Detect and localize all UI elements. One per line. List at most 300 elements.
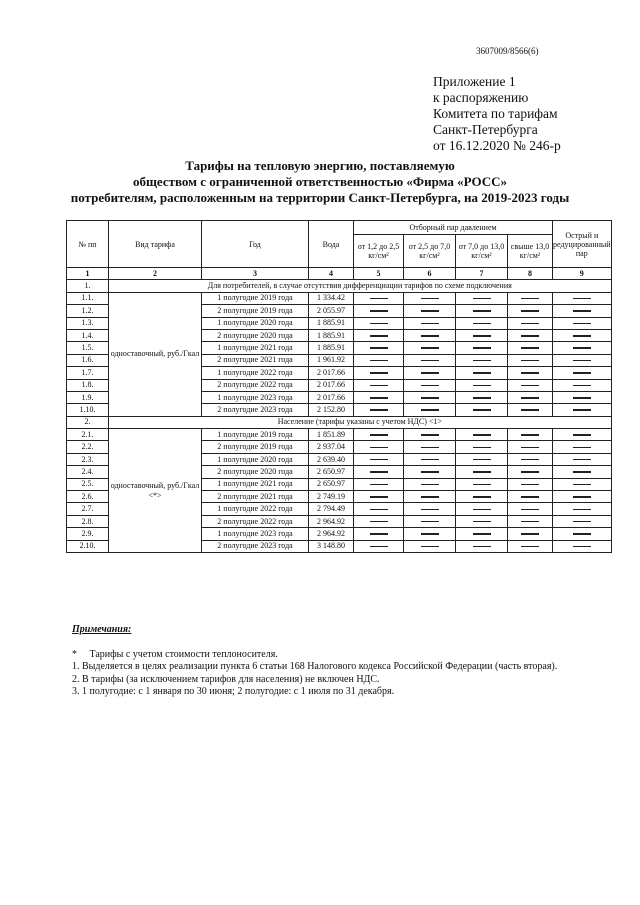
steam-tariff-empty — [354, 317, 404, 329]
steam-tariff-empty — [553, 528, 612, 540]
dash-mark — [370, 434, 388, 436]
dash-mark — [521, 546, 539, 548]
steam-tariff-empty — [508, 367, 553, 379]
dash-mark — [421, 521, 439, 523]
column-number: 2 — [109, 268, 202, 280]
dash-mark — [573, 335, 591, 337]
dash-mark — [573, 459, 591, 461]
steam-tariff-empty — [553, 404, 612, 416]
water-tariff: 1 334.42 — [309, 292, 354, 304]
dash-mark — [370, 310, 388, 312]
steam-tariff-empty — [508, 329, 553, 341]
period: 2 полугодие 2019 года — [202, 305, 309, 317]
dash-mark — [521, 509, 539, 511]
dash-mark — [421, 298, 439, 300]
dash-mark — [421, 533, 439, 535]
section-number: 2. — [67, 416, 109, 428]
steam-tariff-empty — [354, 540, 404, 552]
steam-tariff-empty — [553, 354, 612, 366]
dash-mark — [473, 447, 491, 449]
steam-tariff-empty — [553, 503, 612, 515]
steam-tariff-empty — [404, 367, 456, 379]
dash-mark — [421, 347, 439, 349]
dash-mark — [370, 471, 388, 473]
steam-tariff-empty — [553, 515, 612, 527]
header-p1: от 1,2 до 2,5 кг/см² — [354, 235, 404, 268]
steam-tariff-empty — [404, 292, 456, 304]
note-item: 1. Выделяется в целях реализации пункта 6 статьи 168 Налогового кодекса Российской Федерации (часть вторая). — [72, 661, 558, 672]
steam-tariff-empty — [404, 404, 456, 416]
dash-mark — [521, 496, 539, 498]
period: 2 полугодие 2021 года — [202, 491, 309, 503]
steam-tariff-empty — [354, 429, 404, 441]
dash-mark — [473, 533, 491, 535]
dash-mark — [421, 484, 439, 486]
dash-mark — [521, 533, 539, 535]
steam-tariff-empty — [508, 466, 553, 478]
dash-mark — [573, 533, 591, 535]
dash-mark — [573, 434, 591, 436]
dash-mark — [521, 434, 539, 436]
notes-heading: Примечания: — [72, 624, 132, 635]
steam-tariff-empty — [553, 540, 612, 552]
appendix-line: от 16.12.2020 № 246-р — [433, 138, 561, 153]
dash-mark — [421, 335, 439, 337]
dash-mark — [473, 546, 491, 548]
tariff-type: одноставочный, руб./Гкал — [109, 292, 202, 416]
water-tariff: 2 964.92 — [309, 528, 354, 540]
steam-tariff-empty — [354, 367, 404, 379]
dash-mark — [573, 496, 591, 498]
dash-mark — [473, 335, 491, 337]
steam-tariff-empty — [508, 453, 553, 465]
steam-tariff-empty — [553, 391, 612, 403]
steam-tariff-empty — [508, 391, 553, 403]
steam-tariff-empty — [354, 342, 404, 354]
water-tariff: 3 148.80 — [309, 540, 354, 552]
table-row — [67, 292, 612, 304]
dash-mark — [473, 397, 491, 399]
row-number: 1.3. — [67, 317, 109, 329]
row-number: 1.7. — [67, 367, 109, 379]
dash-mark — [573, 298, 591, 300]
water-tariff: 1 885.91 — [309, 317, 354, 329]
dash-mark — [473, 347, 491, 349]
steam-tariff-empty — [404, 540, 456, 552]
dash-mark — [521, 360, 539, 362]
document-title — [0, 158, 640, 206]
steam-tariff-empty — [553, 305, 612, 317]
steam-tariff-empty — [508, 317, 553, 329]
steam-tariff-empty — [354, 404, 404, 416]
steam-tariff-empty — [404, 441, 456, 453]
header-p2: от 2,5 до 7,0 кг/см² — [404, 235, 456, 268]
column-number: 6 — [404, 268, 456, 280]
period: 2 полугодие 2023 года — [202, 404, 309, 416]
steam-tariff-empty — [553, 441, 612, 453]
dash-mark — [473, 484, 491, 486]
tariff-table — [66, 220, 612, 553]
dash-mark — [421, 360, 439, 362]
period: 1 полугодие 2019 года — [202, 292, 309, 304]
dash-mark — [421, 434, 439, 436]
notes — [72, 624, 557, 699]
column-number: 7 — [456, 268, 508, 280]
dash-mark — [421, 310, 439, 312]
steam-tariff-empty — [508, 515, 553, 527]
steam-tariff-empty — [456, 342, 508, 354]
dash-mark — [370, 484, 388, 486]
dash-mark — [573, 484, 591, 486]
dash-mark — [573, 521, 591, 523]
dash-mark — [473, 372, 491, 374]
dash-mark — [421, 323, 439, 325]
dash-mark — [573, 310, 591, 312]
dash-mark — [370, 360, 388, 362]
column-number: 5 — [354, 268, 404, 280]
steam-tariff-empty — [456, 478, 508, 490]
dash-mark — [370, 385, 388, 387]
column-number: 3 — [202, 268, 309, 280]
steam-tariff-empty — [456, 317, 508, 329]
steam-tariff-empty — [404, 503, 456, 515]
period: 2 полугодие 2021 года — [202, 354, 309, 366]
steam-tariff-empty — [456, 391, 508, 403]
column-number: 8 — [508, 268, 553, 280]
steam-tariff-empty — [354, 491, 404, 503]
steam-tariff-empty — [553, 491, 612, 503]
dash-mark — [370, 496, 388, 498]
steam-tariff-empty — [354, 478, 404, 490]
dash-mark — [370, 546, 388, 548]
section-title: Население (тарифы указаны с учетом НДС) <1> — [109, 416, 612, 428]
steam-tariff-empty — [508, 478, 553, 490]
column-number: 4 — [309, 268, 354, 280]
document-number: 3607009/8566(6) — [476, 46, 539, 56]
row-number: 1.5. — [67, 342, 109, 354]
steam-tariff-empty — [508, 379, 553, 391]
water-tariff: 1 885.91 — [309, 329, 354, 341]
steam-tariff-empty — [553, 429, 612, 441]
row-number: 1.10. — [67, 404, 109, 416]
dash-mark — [421, 459, 439, 461]
title-line: Тарифы на тепловую энергию, поставляемую — [185, 158, 455, 173]
dash-mark — [473, 360, 491, 362]
title-line: обществом с ограниченной ответственностью «Фирма «РОСС» — [132, 174, 508, 189]
dash-mark — [370, 323, 388, 325]
dash-mark — [521, 323, 539, 325]
steam-tariff-empty — [354, 441, 404, 453]
steam-tariff-empty — [456, 292, 508, 304]
period: 2 полугодие 2020 года — [202, 466, 309, 478]
row-number: 1.6. — [67, 354, 109, 366]
dash-mark — [521, 484, 539, 486]
row-number: 1.2. — [67, 305, 109, 317]
tariff-type: одноставочный, руб./Гкал <*> — [109, 429, 202, 553]
dash-mark — [370, 509, 388, 511]
dash-mark — [473, 409, 491, 411]
dash-mark — [473, 521, 491, 523]
dash-mark — [473, 310, 491, 312]
header-water: Вода — [309, 221, 354, 268]
steam-tariff-empty — [404, 528, 456, 540]
appendix-line: к распоряжению — [433, 90, 529, 105]
dash-mark — [521, 459, 539, 461]
dash-mark — [370, 397, 388, 399]
row-number: 2.4. — [67, 466, 109, 478]
steam-tariff-empty — [456, 491, 508, 503]
dash-mark — [421, 546, 439, 548]
dash-mark — [370, 409, 388, 411]
steam-tariff-empty — [456, 540, 508, 552]
header-p3: от 7,0 до 13,0 кг/см² — [456, 235, 508, 268]
header-p4: свыше 13,0 кг/см² — [508, 235, 553, 268]
header-steam: Отборный пар давлением — [354, 221, 553, 235]
row-number: 2.8. — [67, 515, 109, 527]
dash-mark — [421, 496, 439, 498]
dash-mark — [473, 298, 491, 300]
dash-mark — [473, 434, 491, 436]
dash-mark — [521, 298, 539, 300]
header-year: Год — [202, 221, 309, 268]
period: 2 полугодие 2022 года — [202, 379, 309, 391]
dash-mark — [370, 447, 388, 449]
steam-tariff-empty — [404, 354, 456, 366]
row-number: 2.7. — [67, 503, 109, 515]
row-number: 2.3. — [67, 453, 109, 465]
dash-mark — [370, 533, 388, 535]
steam-tariff-empty — [404, 466, 456, 478]
steam-tariff-empty — [354, 391, 404, 403]
dash-mark — [421, 385, 439, 387]
steam-tariff-empty — [404, 491, 456, 503]
dash-mark — [370, 347, 388, 349]
water-tariff: 2 017.66 — [309, 379, 354, 391]
steam-tariff-empty — [508, 540, 553, 552]
note-item: 3. 1 полугодие: с 1 января по 30 июня; 2 полугодие: с 1 июля по 31 декабря. — [72, 686, 395, 697]
dash-mark — [573, 323, 591, 325]
dash-mark — [573, 372, 591, 374]
dash-mark — [521, 385, 539, 387]
period: 2 полугодие 2020 года — [202, 329, 309, 341]
steam-tariff-empty — [404, 329, 456, 341]
steam-tariff-empty — [456, 329, 508, 341]
dash-mark — [573, 397, 591, 399]
steam-tariff-empty — [456, 354, 508, 366]
dash-mark — [521, 471, 539, 473]
period: 1 полугодие 2023 года — [202, 391, 309, 403]
dash-mark — [573, 546, 591, 548]
steam-tariff-empty — [404, 391, 456, 403]
dash-mark — [473, 496, 491, 498]
period: 1 полугодие 2022 года — [202, 503, 309, 515]
dash-mark — [521, 447, 539, 449]
steam-tariff-empty — [354, 379, 404, 391]
steam-tariff-empty — [456, 453, 508, 465]
section-row — [67, 416, 612, 428]
steam-tariff-empty — [508, 491, 553, 503]
steam-tariff-empty — [508, 429, 553, 441]
steam-tariff-empty — [404, 478, 456, 490]
steam-tariff-empty — [553, 329, 612, 341]
steam-tariff-empty — [354, 453, 404, 465]
steam-tariff-empty — [354, 329, 404, 341]
water-tariff: 2 650.97 — [309, 478, 354, 490]
period: 2 полугодие 2022 года — [202, 515, 309, 527]
steam-tariff-empty — [553, 367, 612, 379]
section-number: 1. — [67, 280, 109, 292]
dash-mark — [573, 385, 591, 387]
dash-mark — [573, 509, 591, 511]
dash-mark — [370, 459, 388, 461]
water-tariff: 2 055.97 — [309, 305, 354, 317]
steam-tariff-empty — [508, 404, 553, 416]
section-row — [67, 280, 612, 292]
dash-mark — [573, 360, 591, 362]
water-tariff: 2 964.92 — [309, 515, 354, 527]
water-tariff: 2 650.97 — [309, 466, 354, 478]
steam-tariff-empty — [456, 379, 508, 391]
steam-tariff-empty — [354, 292, 404, 304]
steam-tariff-empty — [404, 429, 456, 441]
row-number: 2.2. — [67, 441, 109, 453]
dash-mark — [473, 471, 491, 473]
dash-mark — [421, 397, 439, 399]
column-number: 9 — [553, 268, 612, 280]
dash-mark — [521, 372, 539, 374]
dash-mark — [370, 298, 388, 300]
appendix-line: Санкт-Петербурга — [433, 122, 538, 137]
steam-tariff-empty — [456, 429, 508, 441]
table-row — [67, 429, 612, 441]
header-type: Вид тарифа — [109, 221, 202, 268]
row-number: 2.9. — [67, 528, 109, 540]
steam-tariff-empty — [456, 441, 508, 453]
steam-tariff-empty — [553, 342, 612, 354]
steam-tariff-empty — [456, 305, 508, 317]
row-number: 2.1. — [67, 429, 109, 441]
steam-tariff-empty — [354, 354, 404, 366]
steam-tariff-empty — [404, 342, 456, 354]
steam-tariff-empty — [404, 453, 456, 465]
dash-mark — [473, 385, 491, 387]
period: 2 полугодие 2023 года — [202, 540, 309, 552]
dash-mark — [473, 323, 491, 325]
steam-tariff-empty — [404, 305, 456, 317]
water-tariff: 1 961.92 — [309, 354, 354, 366]
steam-tariff-empty — [456, 367, 508, 379]
steam-tariff-empty — [553, 478, 612, 490]
dash-mark — [421, 409, 439, 411]
water-tariff: 2 017.66 — [309, 391, 354, 403]
row-number: 1.4. — [67, 329, 109, 341]
note-item: * Тарифы с учетом стоимости теплоносителя. — [72, 648, 278, 660]
dash-mark — [573, 447, 591, 449]
column-number: 1 — [67, 268, 109, 280]
dash-mark — [370, 335, 388, 337]
dash-mark — [370, 521, 388, 523]
period: 1 полугодие 2023 года — [202, 528, 309, 540]
row-number: 1.1. — [67, 292, 109, 304]
row-number: 2.5. — [67, 478, 109, 490]
dash-mark — [421, 372, 439, 374]
steam-tariff-empty — [553, 317, 612, 329]
steam-tariff-empty — [404, 317, 456, 329]
water-tariff: 2 152.80 — [309, 404, 354, 416]
period: 1 полугодие 2019 года — [202, 429, 309, 441]
steam-tariff-empty — [456, 528, 508, 540]
row-number: 2.6. — [67, 491, 109, 503]
dash-mark — [521, 310, 539, 312]
dash-mark — [473, 459, 491, 461]
dash-mark — [421, 447, 439, 449]
steam-tariff-empty — [456, 515, 508, 527]
header-sharp-steam: Острый и редуцированный пар — [553, 221, 612, 268]
steam-tariff-empty — [354, 466, 404, 478]
steam-tariff-empty — [354, 515, 404, 527]
steam-tariff-empty — [456, 503, 508, 515]
period: 1 полугодие 2022 года — [202, 367, 309, 379]
dash-mark — [370, 372, 388, 374]
water-tariff: 2 937.04 — [309, 441, 354, 453]
dash-mark — [573, 409, 591, 411]
dash-mark — [573, 471, 591, 473]
steam-tariff-empty — [508, 441, 553, 453]
dash-mark — [521, 347, 539, 349]
dash-mark — [521, 335, 539, 337]
water-tariff: 1 851.89 — [309, 429, 354, 441]
steam-tariff-empty — [508, 342, 553, 354]
period: 1 полугодие 2020 года — [202, 317, 309, 329]
period: 1 полугодие 2021 года — [202, 342, 309, 354]
steam-tariff-empty — [354, 528, 404, 540]
steam-tariff-empty — [456, 404, 508, 416]
period: 1 полугодие 2020 года — [202, 453, 309, 465]
steam-tariff-empty — [354, 503, 404, 515]
row-number: 2.10. — [67, 540, 109, 552]
section-title: Для потребителей, в случае отсутствия дифференциации тарифов по схеме подключения — [109, 280, 612, 292]
period: 1 полугодие 2021 года — [202, 478, 309, 490]
water-tariff: 2 017.66 — [309, 367, 354, 379]
steam-tariff-empty — [456, 466, 508, 478]
steam-tariff-empty — [508, 292, 553, 304]
appendix-line: Приложение 1 — [433, 74, 516, 89]
dash-mark — [573, 347, 591, 349]
steam-tariff-empty — [508, 503, 553, 515]
row-number: 1.8. — [67, 379, 109, 391]
dash-mark — [521, 409, 539, 411]
appendix-block — [433, 74, 561, 154]
dash-mark — [521, 397, 539, 399]
dash-mark — [473, 509, 491, 511]
dash-mark — [421, 471, 439, 473]
steam-tariff-empty — [553, 379, 612, 391]
steam-tariff-empty — [404, 515, 456, 527]
water-tariff: 1 885.91 — [309, 342, 354, 354]
row-number: 1.9. — [67, 391, 109, 403]
dash-mark — [421, 509, 439, 511]
steam-tariff-empty — [404, 379, 456, 391]
header-num: № пп — [67, 221, 109, 268]
steam-tariff-empty — [508, 354, 553, 366]
water-tariff: 2 639.40 — [309, 453, 354, 465]
period: 2 полугодие 2019 года — [202, 441, 309, 453]
steam-tariff-empty — [508, 305, 553, 317]
dash-mark — [521, 521, 539, 523]
water-tariff: 2 749.19 — [309, 491, 354, 503]
steam-tariff-empty — [508, 528, 553, 540]
title-line: потребителям, расположенным на территории Санкт-Петербурга, на 2019-2023 годы — [70, 190, 570, 205]
